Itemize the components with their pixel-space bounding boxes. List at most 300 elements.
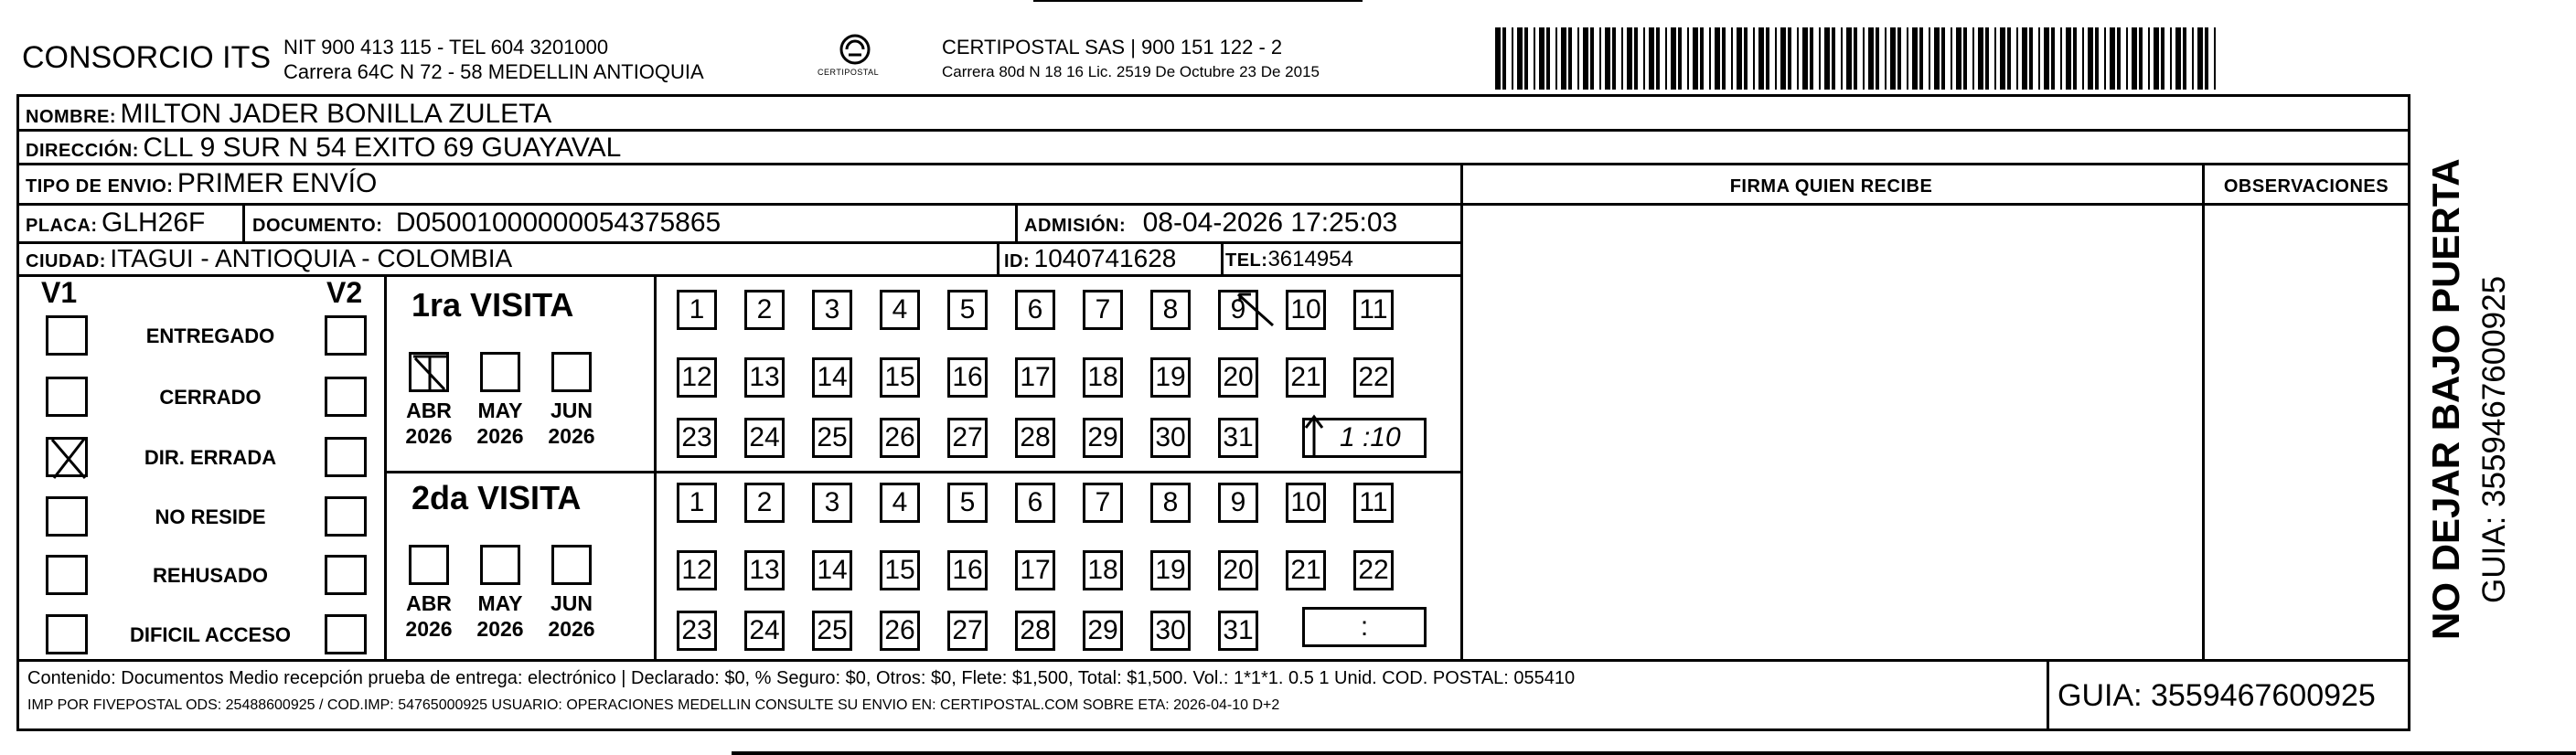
status-label: ENTREGADO [145,324,275,347]
status-label: NO RESIDE [155,505,266,528]
day-box[interactable] [1218,550,1258,590]
barcode-bar [2022,27,2027,90]
admission-label: ADMISIÓN: [1024,216,1127,236]
barcode-bar [1649,27,1654,90]
document-label: DOCUMENTO: [252,216,383,236]
day-box[interactable] [947,611,988,651]
barcode-bar [2214,27,2216,90]
second-visit-time-box[interactable] [1302,607,1427,647]
day-number: 8 [1162,487,1179,517]
admission-field [1024,207,1397,239]
day-box[interactable] [947,357,988,398]
day-number: 19 [1155,362,1186,392]
checkmark-x-icon [48,440,91,480]
barcode-bar [1841,27,1843,90]
barcode-bar [1583,27,1588,90]
id-field [1004,244,1176,273]
name-label: NOMBRE: [26,107,117,127]
company-name: CONSORCIO ITS [22,40,272,75]
day-box[interactable] [812,550,852,590]
barcode-bar [1605,27,1610,90]
barcode-bar [2007,27,2011,90]
barcode-bar [2060,27,2062,90]
barcode-bar [1737,27,1742,90]
day-box[interactable] [1083,550,1123,590]
day-number: 27 [952,615,983,645]
shipment-type: PRIMER ENVÍO [176,168,378,198]
barcode-bar [1876,27,1879,90]
barcode-bar [1978,27,1983,90]
year-label: 2026 [476,424,524,448]
shipment-label: TIPO DE ENVIO: [26,176,174,197]
barcode-bar [1731,27,1733,90]
day-number: 18 [1087,555,1118,585]
day-number: 16 [952,362,983,392]
barcode-bar [1546,27,1550,90]
barcode-bar [2192,27,2194,90]
month-checkbox-may[interactable] [480,352,520,392]
signature-area[interactable] [1463,206,2200,657]
barcode-bar [1590,27,1594,90]
day-box[interactable] [677,418,717,458]
barcode-bar [2148,27,2150,90]
document-field [252,207,721,239]
status-label: CERRADO [159,386,262,409]
day-box[interactable] [812,418,852,458]
barcode-bar [1577,27,1579,90]
day-number: 8 [1162,294,1179,324]
barcode-bar [1709,27,1711,90]
day-box[interactable] [744,357,785,398]
barcode-bar [1824,27,1830,90]
barcode-bar [1963,27,1967,90]
day-box[interactable] [1218,483,1258,523]
visit-divider [384,471,1463,473]
barcode-bar [1744,27,1748,90]
day-number: 20 [1223,555,1254,585]
day-number: 20 [1223,362,1254,392]
month-label: MAY [477,399,523,422]
first-visit-title: 1ra VISITA [412,286,574,324]
day-box[interactable] [1015,290,1055,330]
admission-value: 08-04-2026 17:25:03 [1142,207,1398,238]
barcode-bar [1753,27,1755,90]
barcode-bar [1758,27,1764,90]
barcode-bar [1612,27,1616,90]
footer-guide: GUIA: 3559467600925 [2058,678,2376,713]
day-number: 18 [1087,362,1118,392]
v1-checkbox[interactable] [46,315,88,356]
barcode-bar [2154,27,2159,90]
footer-imp: IMP POR FIVEPOSTAL ODS: 25488600925 / COD.IMP: 54765000925 USUARIO: OPERACIONES MEDELLIN CONSULTE SU ENVIO EN: CERTIPOSTAL.COM SOBRE ETA: 2026-04-10 D+2 [27,697,1280,713]
year-label: 2026 [548,424,595,448]
shipment-row [26,168,377,199]
barcode-bar [2183,27,2186,90]
day-number: 6 [1027,487,1043,517]
barcode-bar [2051,27,2055,90]
barcode-bar [1854,27,1857,90]
day-box[interactable] [812,611,852,651]
barcode-image [1495,27,2227,90]
v2-checkbox[interactable] [325,614,367,654]
day-box[interactable] [947,290,988,330]
barcode-bar [1722,27,1726,90]
scan-bottom-edge [732,751,2576,755]
barcode-bar [1643,27,1645,90]
day-number: 24 [749,422,780,452]
logo-text: CERTIPOSTAL [818,68,880,77]
certipostal-logo [814,31,896,86]
day-number: 13 [749,362,780,392]
year-label: 2026 [405,617,453,641]
month-label: JUN [550,399,593,422]
day-number: 10 [1290,294,1321,324]
barcode-bar [1502,27,1506,90]
status-label: REHUSADO [153,564,268,587]
day-box[interactable] [812,483,852,523]
day-box[interactable] [880,357,920,398]
barcode-bar [1885,27,1887,90]
barcode-bar [1951,27,1952,90]
day-box[interactable] [947,550,988,590]
barcode-bar [1941,27,1945,90]
day-number: 11 [1359,487,1388,517]
day-number: 15 [884,362,915,392]
day-box[interactable] [1218,290,1258,330]
tel-label: TEL: [1225,250,1268,271]
day-number: 23 [681,422,712,452]
barcode-bar [1985,27,1989,90]
barcode-bar [1934,27,1940,90]
day-box[interactable] [947,418,988,458]
company-address: Carrera 64C N 72 - 58 MEDELLIN ANTIOQUIA [283,60,704,83]
barcode-bar [1671,27,1676,90]
barcode-bar [1715,27,1720,90]
barcode-bar [1868,27,1874,90]
day-box[interactable] [744,550,785,590]
barcode-bar [1539,27,1545,90]
day-box[interactable] [1218,418,1258,458]
barcode-bar [1810,27,1813,90]
barcode-bar [2205,27,2208,90]
barcode-bar [2073,27,2077,90]
day-number: 1 [689,487,705,517]
address-row [26,133,621,164]
day-number: 22 [1358,555,1389,585]
barcode-bar [2038,27,2040,90]
day-box[interactable] [677,483,717,523]
day-box[interactable] [880,483,920,523]
v2-checkbox[interactable] [325,377,367,417]
status-label: DIFICIL ACCESO [129,623,291,646]
v1-checkbox[interactable] [46,614,88,654]
day-box[interactable] [1150,357,1191,398]
barcode-bar [2161,27,2164,90]
day-number: 1 [689,294,705,324]
day-box[interactable] [1083,611,1123,651]
day-number: 12 [681,362,712,392]
day-box[interactable] [1353,483,1394,523]
barcode-bar [1634,27,1638,90]
id-label: ID: [1004,251,1031,271]
cell-divider [1015,203,1018,241]
day-number: 25 [817,615,848,645]
certipostal-logo-icon [814,31,896,86]
month-label: ABR [406,591,452,615]
month-label: ABR [406,399,452,422]
v2-checkbox[interactable] [325,437,367,477]
barcode [1495,27,2227,90]
day-number: 5 [959,294,976,324]
day-box[interactable] [947,483,988,523]
barcode-bar [1972,27,1974,90]
v2-checkbox[interactable] [325,315,367,356]
day-number: 28 [1020,615,1051,645]
barcode-bar [1929,27,1930,90]
first-visit-time: 1 :10 [1340,422,1401,452]
day-number: 26 [884,422,915,452]
day-box[interactable] [1150,418,1191,458]
barcode-bar [1568,27,1572,90]
day-check-mark-icon [1221,292,1256,327]
day-box[interactable] [1150,290,1191,330]
day-number: 17 [1020,362,1051,392]
day-box[interactable] [1286,483,1326,523]
barcode-bar [2044,27,2049,90]
day-number: 26 [884,615,915,645]
day-number: 19 [1155,555,1186,585]
day-box[interactable] [1150,483,1191,523]
day-box[interactable] [1353,550,1394,590]
barcode-bar [1517,27,1523,90]
barcode-bar [2088,27,2093,90]
day-number: 27 [952,422,983,452]
footer-contents: Contenido: Documentos Medio recepción prueba de entrega: electrónico | Declarado: $0, % Seguro: $0, Otros: $0, Flete: $1,500, Total: $1,500. Vol.: 1*1*1. 0.5 1 Unid. COD. POSTAL: 055410 [27,668,1576,688]
day-box[interactable] [744,611,785,651]
day-box[interactable] [744,418,785,458]
barcode-bar [1534,27,1535,90]
barcode-bar [1802,27,1808,90]
cell-divider [242,203,245,241]
second-visit-time: : [1360,611,1369,642]
side-guide: GUIA: 3559467600925 [2476,275,2512,603]
barcode-bar [1897,27,1901,90]
id-value: 1040741628 [1033,244,1177,272]
handwritten-arrow-icon [1300,413,1328,459]
year-label: 2026 [476,617,524,641]
barcode-bar [1819,27,1821,90]
day-number: 12 [681,555,712,585]
day-number: 24 [749,615,780,645]
barcode-bar [1907,27,1908,90]
day-box[interactable] [1353,290,1394,330]
v1-checkbox[interactable] [46,496,88,537]
barcode-bar [2066,27,2071,90]
day-number: 17 [1020,555,1051,585]
status-label: DIR. ERRADA [144,446,277,469]
barcode-bar [2104,27,2106,90]
footer-divider [2047,659,2049,731]
frame-bottom [16,728,2410,731]
year-label: 2026 [548,617,595,641]
day-box[interactable] [1015,418,1055,458]
cell-divider [997,241,999,274]
v1-checkbox[interactable] [46,555,88,595]
month-checkbox-jun[interactable] [551,352,592,392]
barcode-bar [1890,27,1896,90]
barcode-bar [2117,27,2121,90]
barcode-bar [2132,27,2137,90]
day-box[interactable] [744,290,785,330]
barcode-bar [1555,27,1557,90]
barcode-bar [2029,27,2033,90]
day-box[interactable] [880,550,920,590]
visit-month-divider [654,274,657,659]
carrier-line: CERTIPOSTAL SAS | 900 151 122 - 2 [942,36,1283,58]
status-divider [384,274,387,659]
v2-checkbox[interactable] [325,496,367,537]
barcode-bar [2170,27,2172,90]
day-box[interactable] [880,418,920,458]
city-value: ITAGUI - ANTIOQUIA - COLOMBIA [110,244,513,272]
day-box[interactable] [1150,611,1191,651]
day-number: 21 [1290,555,1321,585]
day-box[interactable] [677,290,717,330]
plate-label: PLACA: [26,216,98,236]
day-box[interactable] [1218,357,1258,398]
day-number: 13 [749,555,780,585]
day-number: 29 [1087,422,1118,452]
tel-value: 3614954 [1267,247,1353,271]
v1-checkbox[interactable] [46,437,88,477]
day-number: 14 [817,362,848,392]
day-number: 3 [824,487,840,517]
barcode-bar [1956,27,1961,90]
name-row [26,99,551,130]
day-number: 23 [681,615,712,645]
month-label: MAY [477,591,523,615]
day-number: 7 [1095,294,1111,324]
day-box[interactable] [1015,611,1055,651]
day-number: 11 [1359,294,1388,324]
day-box[interactable] [677,611,717,651]
day-number: 14 [817,555,848,585]
day-number: 7 [1095,487,1111,517]
barcode-bar [1687,27,1689,90]
day-box[interactable] [1218,611,1258,651]
day-number: 4 [892,487,908,517]
barcode-bar [1656,27,1660,90]
day-number: 3 [824,294,840,324]
day-number: 28 [1020,422,1051,452]
barcode-bar [1700,27,1704,90]
month-checkbox-abr[interactable] [409,545,449,585]
recipient-address: CLL 9 SUR N 54 EXITO 69 GUAYAVAL [143,133,622,163]
day-number: 9 [1230,294,1246,324]
frame-left [16,94,19,731]
frame-right [2408,94,2410,731]
checkmark-icon [412,355,452,395]
day-box[interactable] [1083,357,1123,398]
day-box[interactable] [812,357,852,398]
barcode-bar [2175,27,2181,90]
row-line [16,659,2410,662]
day-box[interactable] [880,611,920,651]
barcode-bar [2110,27,2115,90]
day-box[interactable] [1015,550,1055,590]
day-number: 2 [756,294,773,324]
barcode-bar [1766,27,1769,90]
day-number: 2 [756,487,773,517]
day-box[interactable] [880,290,920,330]
barcode-bar [1665,27,1667,90]
day-box[interactable] [677,357,717,398]
v1-checkbox[interactable] [46,377,88,417]
day-box[interactable] [744,483,785,523]
side-text [2423,128,2478,640]
signature-header: FIRMA QUIEN RECIBE [1729,176,1933,197]
day-box[interactable] [1083,418,1123,458]
observations-area[interactable] [2205,206,2406,657]
side-guide-wrap [2476,91,2513,603]
barcode-bar [1788,27,1791,90]
day-number: 15 [884,555,915,585]
day-box[interactable] [1286,357,1326,398]
barcode-bar [1693,27,1698,90]
city-label: CIUDAD: [26,251,106,271]
barcode-bar [1919,27,1923,90]
month-checkbox-abr[interactable] [409,352,449,392]
frame-top [16,94,2410,97]
month-checkbox-may[interactable] [480,545,520,585]
row-line [16,203,1461,206]
day-box[interactable] [1286,550,1326,590]
barcode-bar [1846,27,1852,90]
cell-divider [1221,241,1224,274]
day-number: 31 [1223,422,1254,452]
day-box[interactable] [1286,290,1326,330]
company-nit: NIT 900 413 115 - TEL 604 3201000 [283,36,609,58]
day-box[interactable] [1015,357,1055,398]
document-value: D05001000000054375865 [395,207,721,238]
barcode-bar [2197,27,2203,90]
day-box[interactable] [677,550,717,590]
scan-edge-line [1033,0,1363,2]
barcode-bar [1524,27,1528,90]
barcode-bar [1599,27,1601,90]
barcode-bar [1994,27,1996,90]
day-box[interactable] [812,290,852,330]
barcode-bar [2082,27,2084,90]
city-field [26,244,512,273]
day-box[interactable] [1150,550,1191,590]
year-label: 2026 [405,424,453,448]
day-number: 6 [1027,294,1043,324]
day-number: 9 [1230,487,1246,517]
v2-checkbox[interactable] [325,555,367,595]
day-number: 21 [1290,362,1321,392]
barcode-bar [2126,27,2128,90]
day-number: 30 [1155,422,1186,452]
day-box[interactable] [1083,290,1123,330]
barcode-bar [1775,27,1777,90]
day-box[interactable] [1353,357,1394,398]
recipient-name: MILTON JADER BONILLA ZULETA [120,99,552,129]
day-box[interactable] [1015,483,1055,523]
month-checkbox-jun[interactable] [551,545,592,585]
barcode-bar [2016,27,2018,90]
day-box[interactable] [1083,483,1123,523]
